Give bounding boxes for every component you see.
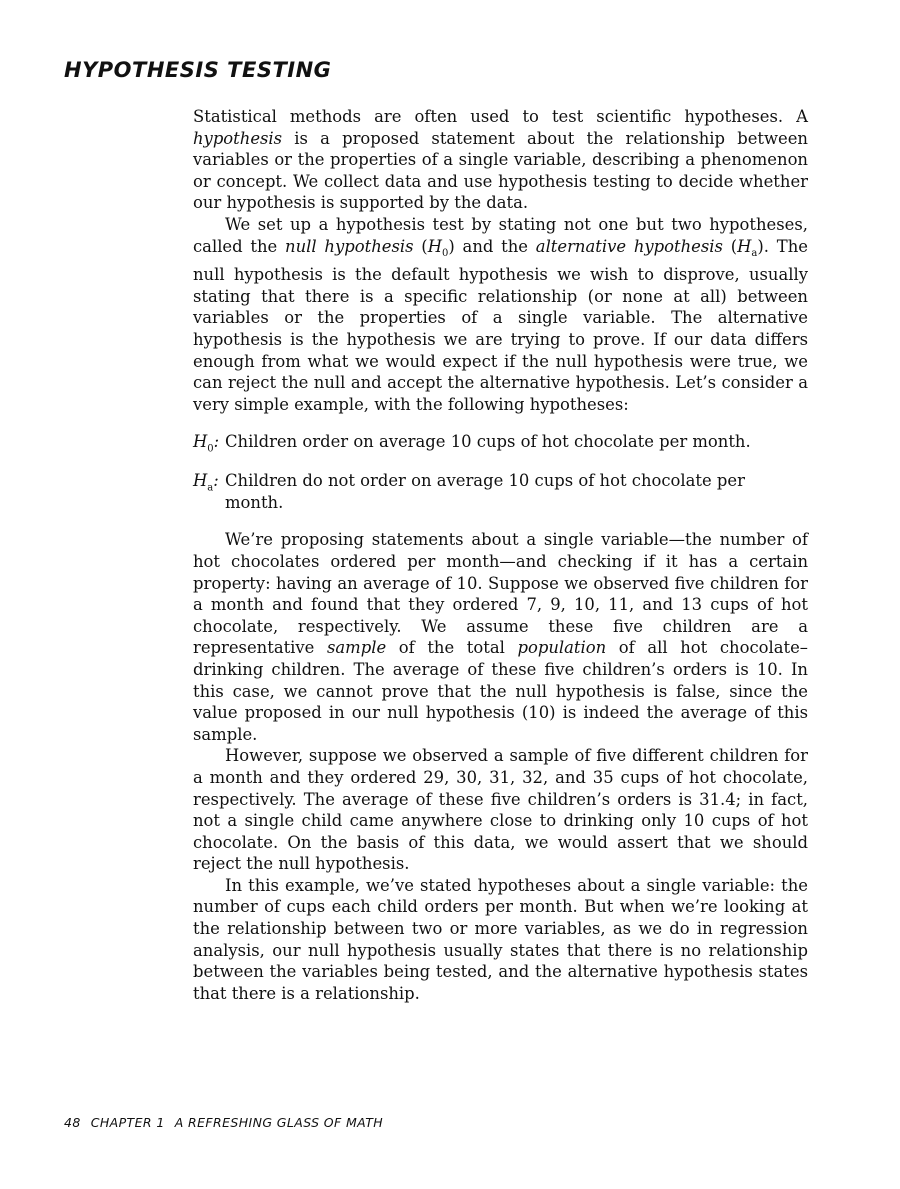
hypothesis-label: $H_0$: — [193, 432, 220, 455]
term-hypothesis: hypothesis — [193, 128, 283, 148]
hypothesis-null — [193, 431, 808, 460]
paragraph-setup — [193, 214, 808, 415]
body-text — [193, 106, 808, 1004]
paragraph-intro — [193, 106, 808, 214]
symbol-h: H — [737, 236, 752, 256]
symbol-h: H — [193, 471, 208, 491]
paragraph-example — [193, 529, 808, 745]
symbol-subscript: a — [751, 247, 758, 259]
text-run: We set up a hypothesis test by stating not one but two hypotheses, called the — [193, 214, 808, 256]
paragraph-counter-example: However, suppose we observed a sample of five different children for a month and they ordered 29, 30, 31, 32, and 35 cups of hot chocolate, respectively. The average of these five children’s orders is 31.4; in fact, not a single child came anywhere close to drinking only 10 cups of hot chocolate. On the basis of this data, we would assert that we should reject the null hypothesis. — [193, 746, 808, 874]
symbol-subscript: 0 — [442, 247, 449, 259]
term-null-hypothesis: null hypothesis — [285, 236, 414, 256]
text-run: We’re proposing statements about a single variable—the number of hot chocolates ordered per month—and checking if it has a certain property: having an average of 10. Suppose we observed five children for a month and found that they ordered 7, 9, 10, 11, and 13 cups of hot chocolate, respectively. We assume these five children are a representative — [193, 530, 808, 658]
text-run: is a proposed statement about the relationship between variables or the properties of a single variable, describing a phenomenon or concept. We collect data and use hypothesis testing to decide whether our hypothesis is supported by the data. — [193, 128, 808, 213]
page-footer — [64, 1115, 393, 1130]
hypothesis-list — [193, 431, 808, 513]
term-population: population — [517, 638, 607, 658]
paragraph-conclusion: In this example, we’ve stated hypotheses about a single variable: the number of cups each child orders per month. But when we’re looking at the relationship between two or more variables, as we do in regression analysis, our null hypothesis usually states that there is no relationship between the variables being tested, and the alternative hypothesis states that there is a relationship. — [193, 875, 808, 1003]
symbol-h: H — [193, 432, 208, 452]
text-run: ) and the — [448, 236, 536, 256]
text-run: ( — [722, 236, 738, 256]
hypothesis-text: Children do not order on average 10 cups of hot chocolate per month. — [225, 471, 745, 512]
symbol-subscript: 0 — [207, 443, 214, 455]
chapter-label: CHAPTER 1 — [90, 1115, 165, 1130]
hypothesis-alternative — [193, 470, 808, 513]
page-number: 48 — [64, 1115, 81, 1130]
symbol-h: H — [427, 236, 442, 256]
hypothesis-text: Children order on average 10 cups of hot chocolate per month. — [225, 432, 751, 452]
hypothesis-label: $H_a$: — [193, 471, 219, 494]
text-run: of all hot chocolate–drinking children. The average of these five children’s orders is 10. In this case, we cannot prove that the null hypothesis is false, since the value proposed in our null hypothesis (10) is indeed the average of this sample. — [193, 638, 808, 744]
term-alternative-hypothesis: alternative hypothesis — [535, 236, 723, 256]
text-run: Statistical methods are often used to test scientific hypotheses. A — [193, 107, 808, 126]
text-run: ). The null hypothesis is the default hypothesis we wish to disprove, usually stating that there is a specific relationship (or none at all) between variables or the properties of a single variable. The alternative hypothesis is the hypothesis we are trying to prove. If our data differs enough from what we would expect if the null hypothesis were true, we can reject the null and accept the alternative hypothesis. Let’s consider a very simple example, with the following hypotheses: — [193, 236, 808, 414]
text-run: of the total — [386, 638, 518, 658]
text-run: ( — [413, 236, 428, 256]
symbol-subscript: a — [207, 482, 214, 494]
chapter-title: A REFRESHING GLASS OF MATH — [174, 1115, 384, 1130]
section-heading: HYPOTHESIS TESTING — [64, 58, 332, 82]
term-sample: sample — [327, 638, 387, 658]
